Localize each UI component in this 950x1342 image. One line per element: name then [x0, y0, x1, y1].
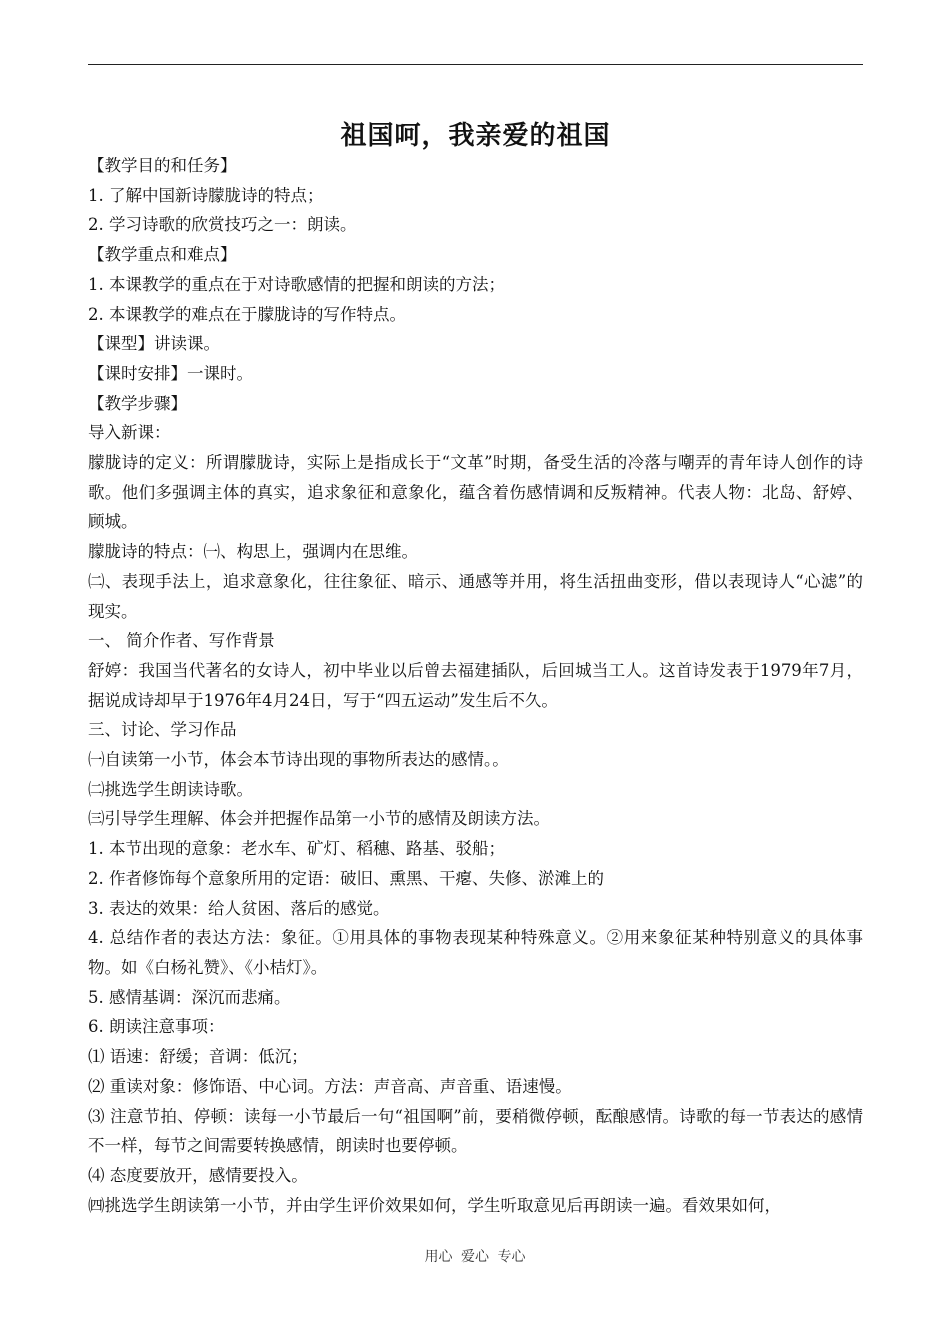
paragraph: ㈡、表现手法上，追求意象化，往往象征、暗示、通感等并用，将生活扭曲变形，借以表现诗人“心滤”的现实。 [88, 571, 863, 621]
paragraph: 【课型】讲读课。 [88, 334, 220, 354]
section-heading: 【教学重点和难点】 [88, 245, 237, 265]
paragraph: ⑶ 注意节拍、停顿：读每一小节最后一句“祖国啊”前，要稍微停顿，酝酿感情。诗歌的每一节表达的感情不一样，每节之间需要转换感情，朗读时也要停顿。 [88, 1106, 863, 1156]
paragraph: 6. 朗读注意事项： [88, 1017, 225, 1037]
paragraph: 2. 学习诗歌的欣赏技巧之一：朗读。 [88, 215, 357, 235]
paragraph: 导入新课： [88, 423, 171, 443]
paragraph: 1. 了解中国新诗朦胧诗的特点； [88, 185, 324, 205]
paragraph: 朦胧诗的特点：㈠、构思上，强调内在思维。 [88, 542, 418, 562]
paragraph: 5. 感情基调：深沉而悲痛。 [88, 987, 291, 1007]
paragraph: ㈣挑选学生朗读第一小节，并由学生评价效果如何，学生听取意见后再朗读一遍。看效果如何， [88, 1195, 781, 1215]
paragraph: 舒婷：我国当代著名的女诗人，初中毕业以后曾去福建插队，后回城当工人。这首诗发表于1979年7月，据说成诗却早于1976年4月24日，写于“四五运动”发生后不久。 [88, 660, 863, 710]
paragraph: ⑴ 语速：舒缓；音调：低沉； [88, 1047, 308, 1067]
paragraph: 3. 表达的效果：给人贫困、落后的感觉。 [88, 898, 390, 918]
page-footer: 用心 爱心 专心 [424, 1249, 526, 1265]
paragraph: 【课时安排】一课时。 [88, 363, 253, 383]
paragraph: ㈠自读第一小节，体会本节诗出现的事物所表达的感情。。 [88, 750, 509, 770]
paragraph: 三、讨论、学习作品 [88, 720, 237, 740]
paragraph: 一、 简介作者、写作背景 [88, 631, 275, 651]
paragraph: 2. 本课教学的难点在于朦胧诗的写作特点。 [88, 304, 406, 324]
paragraph: 2. 作者修饰每个意象所用的定语：破旧、熏黑、干瘪、失修、淤滩上的 [88, 868, 604, 888]
header-rule [88, 64, 863, 65]
paragraph: ㈡挑选学生朗读诗歌。 [88, 779, 253, 799]
paragraph: ㈢引导学生理解、体会并把握作品第一小节的感情及朗读方法。 [88, 809, 550, 829]
paragraph: 4. 总结作者的表达方法：象征。①用具体的事物表现某种特殊意义。②用来象征某种特别意义的具体事物。如《白杨礼赞》、《小桔灯》。 [88, 928, 863, 977]
paragraph: 朦胧诗的定义：所谓朦胧诗，实际上是指成长于“文革”时期，备受生活的冷落与嘲弄的青年诗人创作的诗歌。他们多强调主体的真实，追求象征和意象化，蕴含着伤感情调和反叛精神。代表人物：北岛、舒婷、顾城。 [88, 453, 863, 532]
paragraph: ⑵ 重读对象：修饰语、中心词。方法：声音高、声音重、语速慢。 [88, 1076, 572, 1096]
section-heading: 【教学步骤】 [88, 393, 187, 413]
paragraph: 1. 本节出现的意象：老水车、矿灯、稻穗、路基、驳船； [88, 839, 505, 859]
page-title: 祖国呵，我亲爱的祖国 [340, 121, 611, 151]
paragraph: ⑷ 态度要放开，感情要投入。 [88, 1165, 308, 1185]
document-body [88, 151, 863, 1220]
section-heading: 【教学目的和任务】 [88, 156, 237, 175]
paragraph: 1. 本课教学的重点在于对诗歌感情的把握和朗读的方法； [88, 274, 505, 294]
